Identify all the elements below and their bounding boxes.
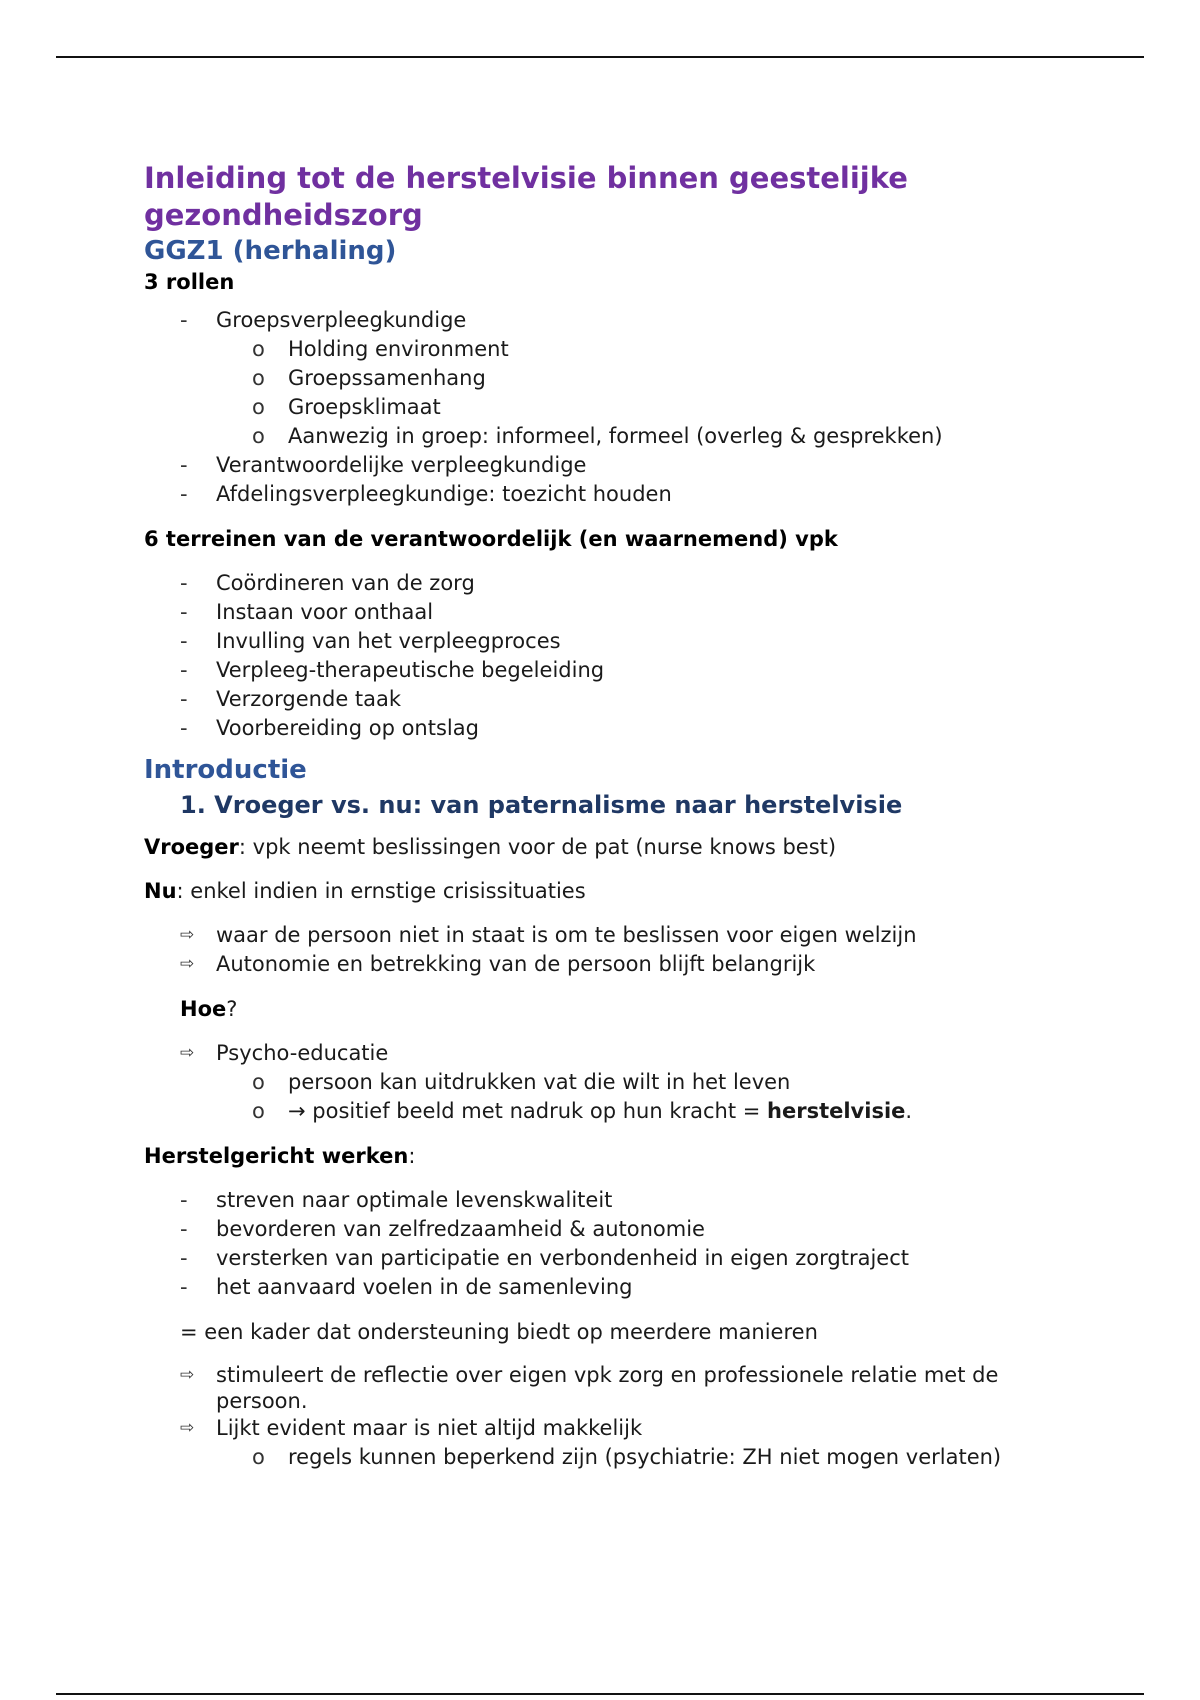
list-item: - Coördineren van de zorg [180,571,475,595]
list-item: o regels kunnen beperkend zijn (psychiatrie: ZH niet mogen verlaten) [252,1445,1002,1469]
vroeger-paragraph: Vroeger: vpk neemt beslissingen voor de pat (nurse knows best) [144,835,837,859]
list-item: - Verzorgende taak [180,687,402,711]
list-item: - Verantwoordelijke verpleegkundige [180,453,587,477]
kader-points [144,1362,1064,1443]
list-item: - het aanvaard voelen in de samenleving [180,1275,633,1299]
list-item: o → positief beeld met nadruk op hun kracht = herstelvisie. [252,1099,913,1123]
list-item: - bevorderen van zelfredzaamheid & autonomie [180,1217,705,1241]
hoe-sub-points [144,1068,1064,1126]
list-item: o Groepssamenhang [252,366,486,390]
list-item: - streven naar optimale levenskwaliteit [180,1188,613,1212]
list-item: - Verpleeg-therapeutische begeleiding [180,658,605,682]
arrow-icon: ⇨ [180,954,195,974]
document-page [144,160,1064,1472]
nu-paragraph: Nu: enkel indien in ernstige crisissituaties [144,879,586,903]
section-heading-ggz1: GGZ1 (herhaling) [144,236,397,266]
hoe-paragraph: Hoe? [180,997,238,1021]
footer-rule [56,1693,1144,1695]
list-item: - Voorbereiding op ontslag [180,716,479,740]
list-item: ⇨ Lijkt evident maar is niet altijd makkelijk [144,1414,1064,1443]
rollen-list [144,306,1064,509]
list-item: o Groepsklimaat [252,395,441,419]
list-item: - Groepsverpleegkundige o Holding environment o Groepssamenhang o Groepsklimaat o Aanwezig in groep: informeel, formeel (overleg & gesprekken) [144,306,1064,451]
list-item: ⇨ Autonomie en betrekking van de persoon blijft belangrijk [144,950,1064,979]
list-item: o Holding environment [252,337,509,361]
arrow-icon: ⇨ [180,1043,195,1063]
rollen-heading: 3 rollen [144,270,235,294]
nu-points [144,921,1064,979]
arrow-icon: ⇨ [180,1418,195,1438]
list-item: ⇨ stimuleert de reflectie over eigen vpk zorg en professionele relatie met de persoon. [180,1363,999,1413]
arrow-icon: ⇨ [180,925,195,945]
hoe-points [144,1039,1064,1068]
arrow-icon: ⇨ [180,1365,195,1385]
sub-list [144,335,1064,451]
list-item: ⇨ Psycho-educatie [144,1039,1064,1068]
terreinen-heading: 6 terreinen van de verantwoordelijk (en waarnemend) vpk [144,527,838,551]
list-item: - Invulling van het verpleegproces [180,629,561,653]
list-item: ⇨ waar de persoon niet in staat is om te beslissen voor eigen welzijn [144,921,1064,950]
list-item: - Instaan voor onthaal [180,600,434,624]
list-item: o persoon kan uitdrukken vat die wilt in het leven [252,1070,791,1094]
document-title: Inleiding tot de herstelvisie binnen geestelijke gezondheidszorg [144,161,908,232]
list-item: o Aanwezig in groep: informeel, formeel (overleg & gesprekken) [252,424,943,448]
list-item: - versterken van participatie en verbondenheid in eigen zorgtraject [180,1246,909,1270]
herstel-list [144,1186,1064,1302]
terreinen-list [144,569,1064,743]
herstel-paragraph: Herstelgericht werken: [144,1144,416,1168]
header-rule [56,56,1144,58]
kader-paragraph: = een kader dat ondersteuning biedt op meerdere manieren [180,1320,818,1344]
list-item: - Afdelingsverpleegkundige: toezicht houden [180,482,672,506]
section-heading-introductie: Introductie [144,755,307,785]
kader-sub-points [144,1443,1064,1472]
subsection-heading-1: 1. Vroeger vs. nu: van paternalisme naar herstelvisie [180,791,903,819]
